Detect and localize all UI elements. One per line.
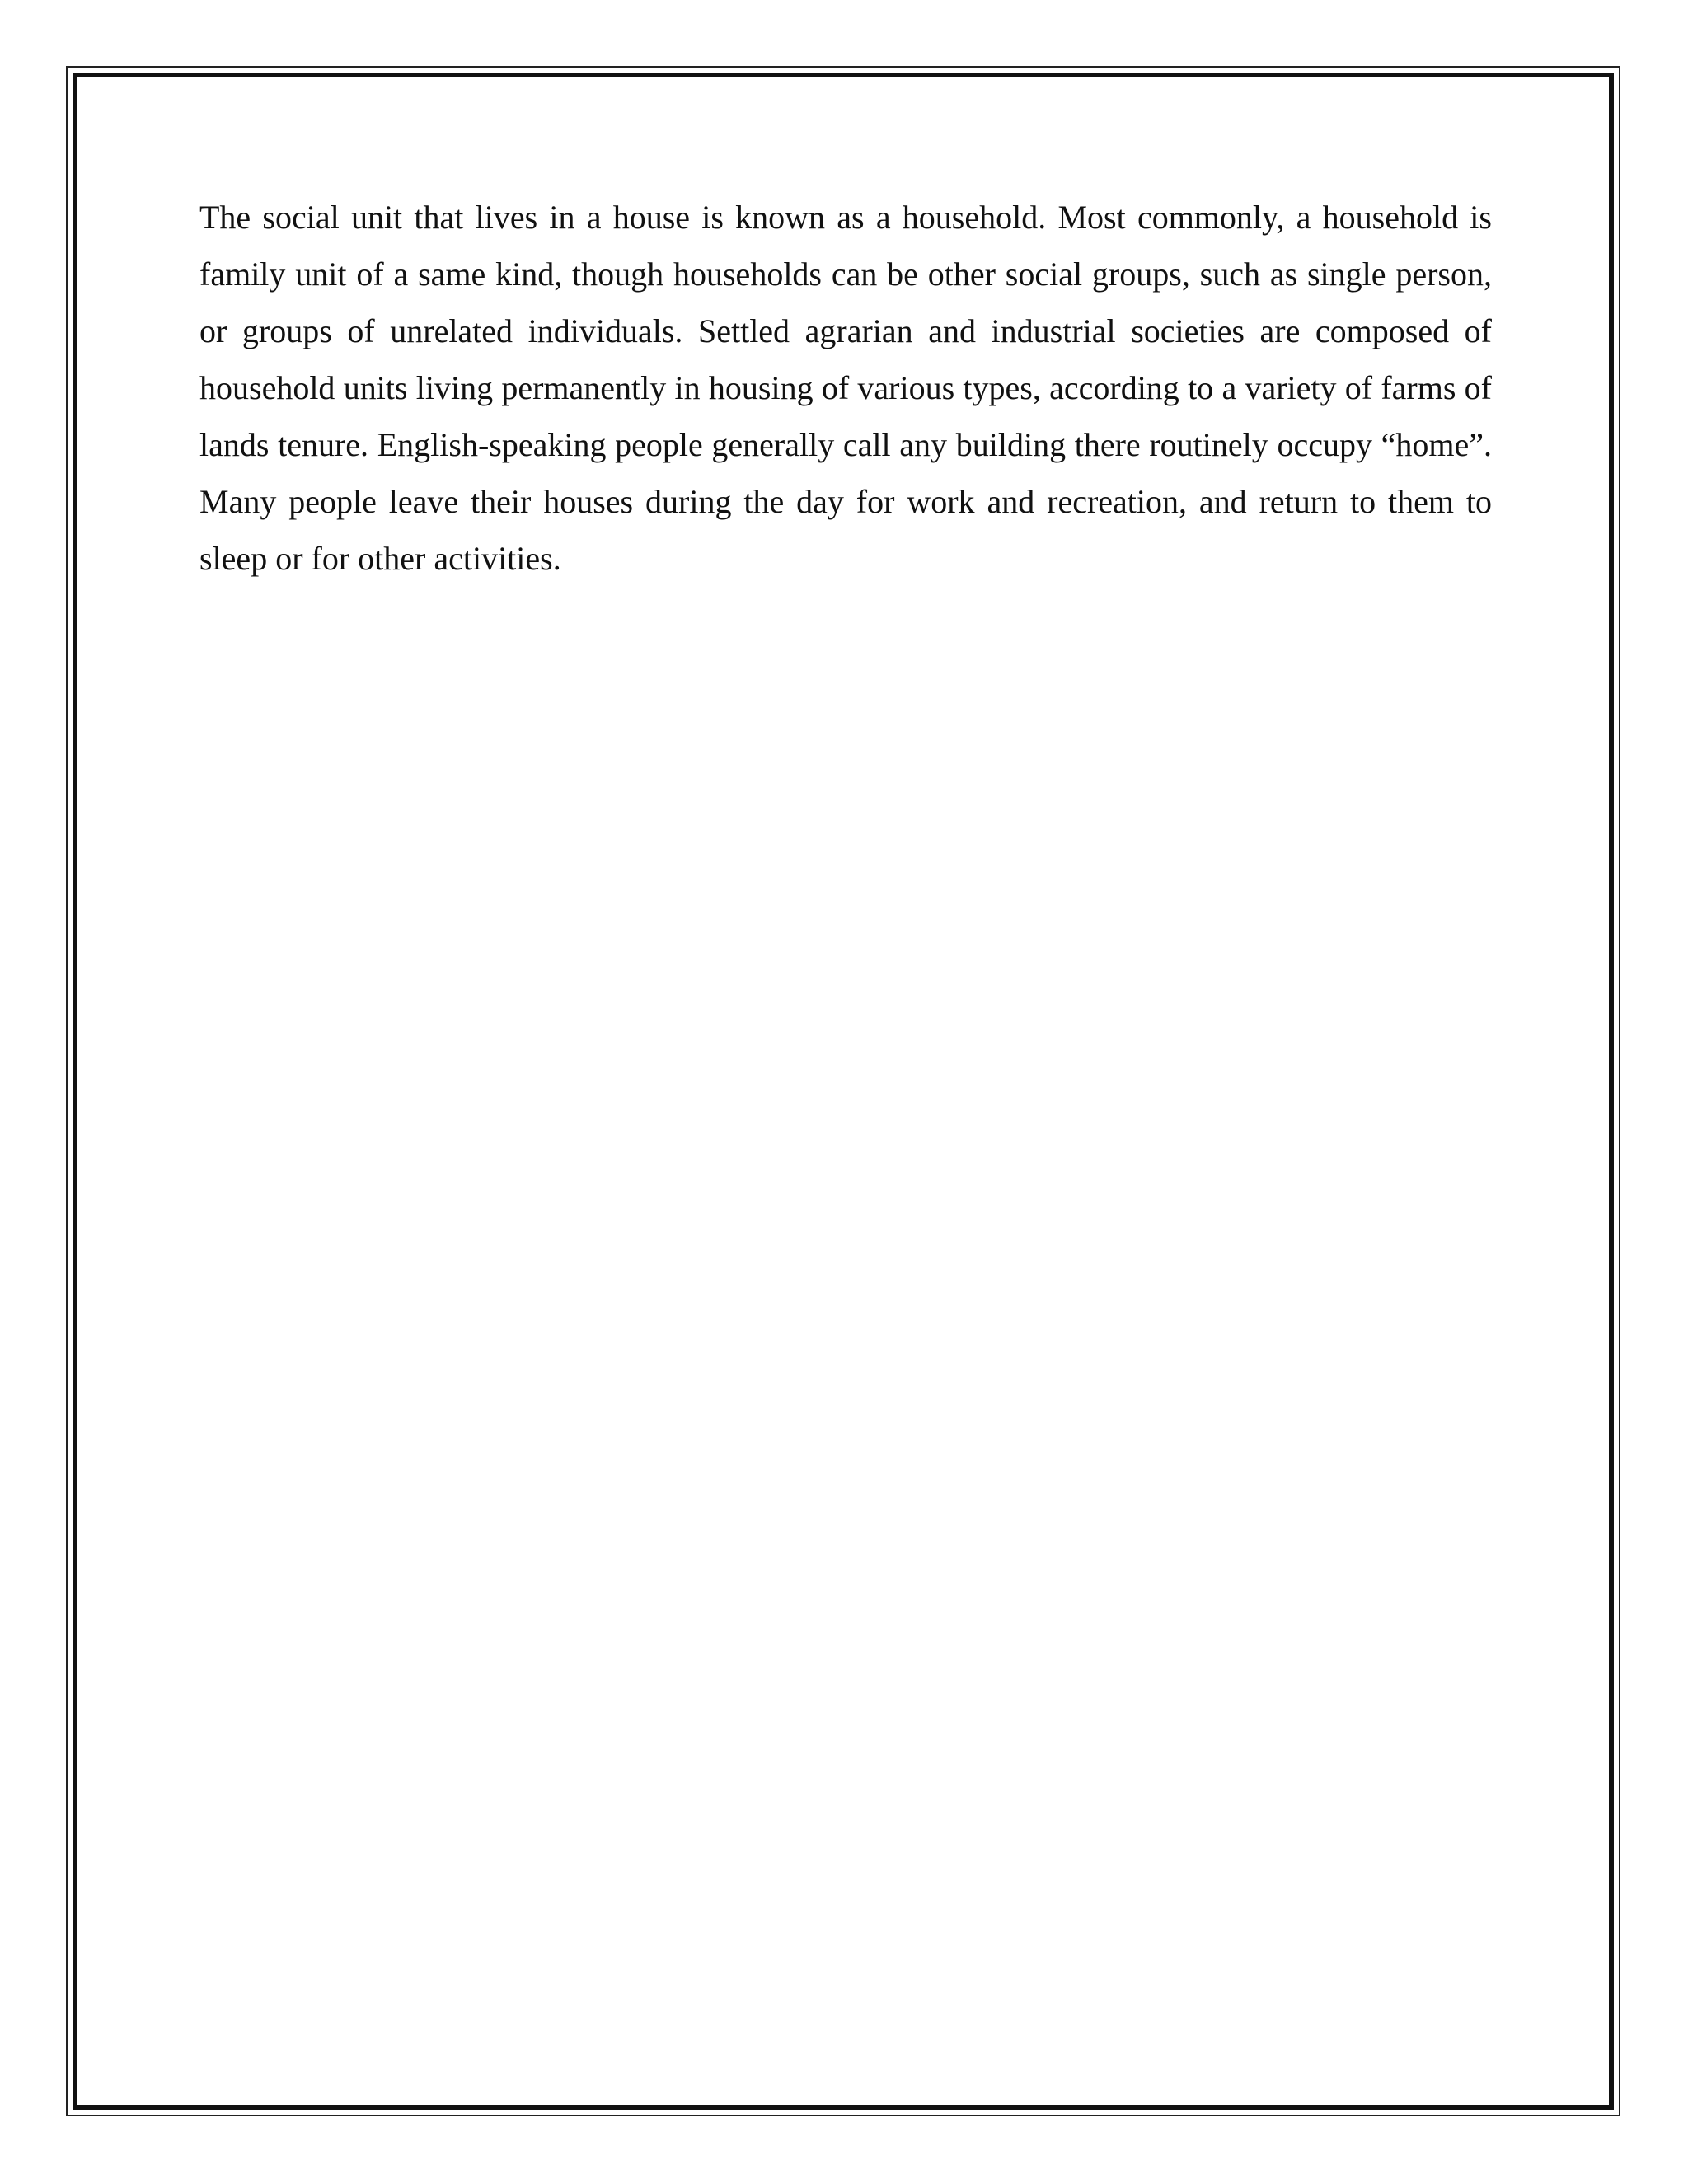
- body-paragraph: The social unit that lives in a house is known as a household. Most commonly, a household is family unit of a same kind, though households can be other social groups, such as single person, or groups of unrelated individuals. Settled agrarian and industrial societies are composed of household units living permanently in housing of various types, according to a variety of farms of lands tenure. English-speaking people generally call any building there routinely occupy “home”. Many people leave their houses during the day for work and recreation, and return to them to sleep or for other activities.: [199, 199, 1492, 577]
